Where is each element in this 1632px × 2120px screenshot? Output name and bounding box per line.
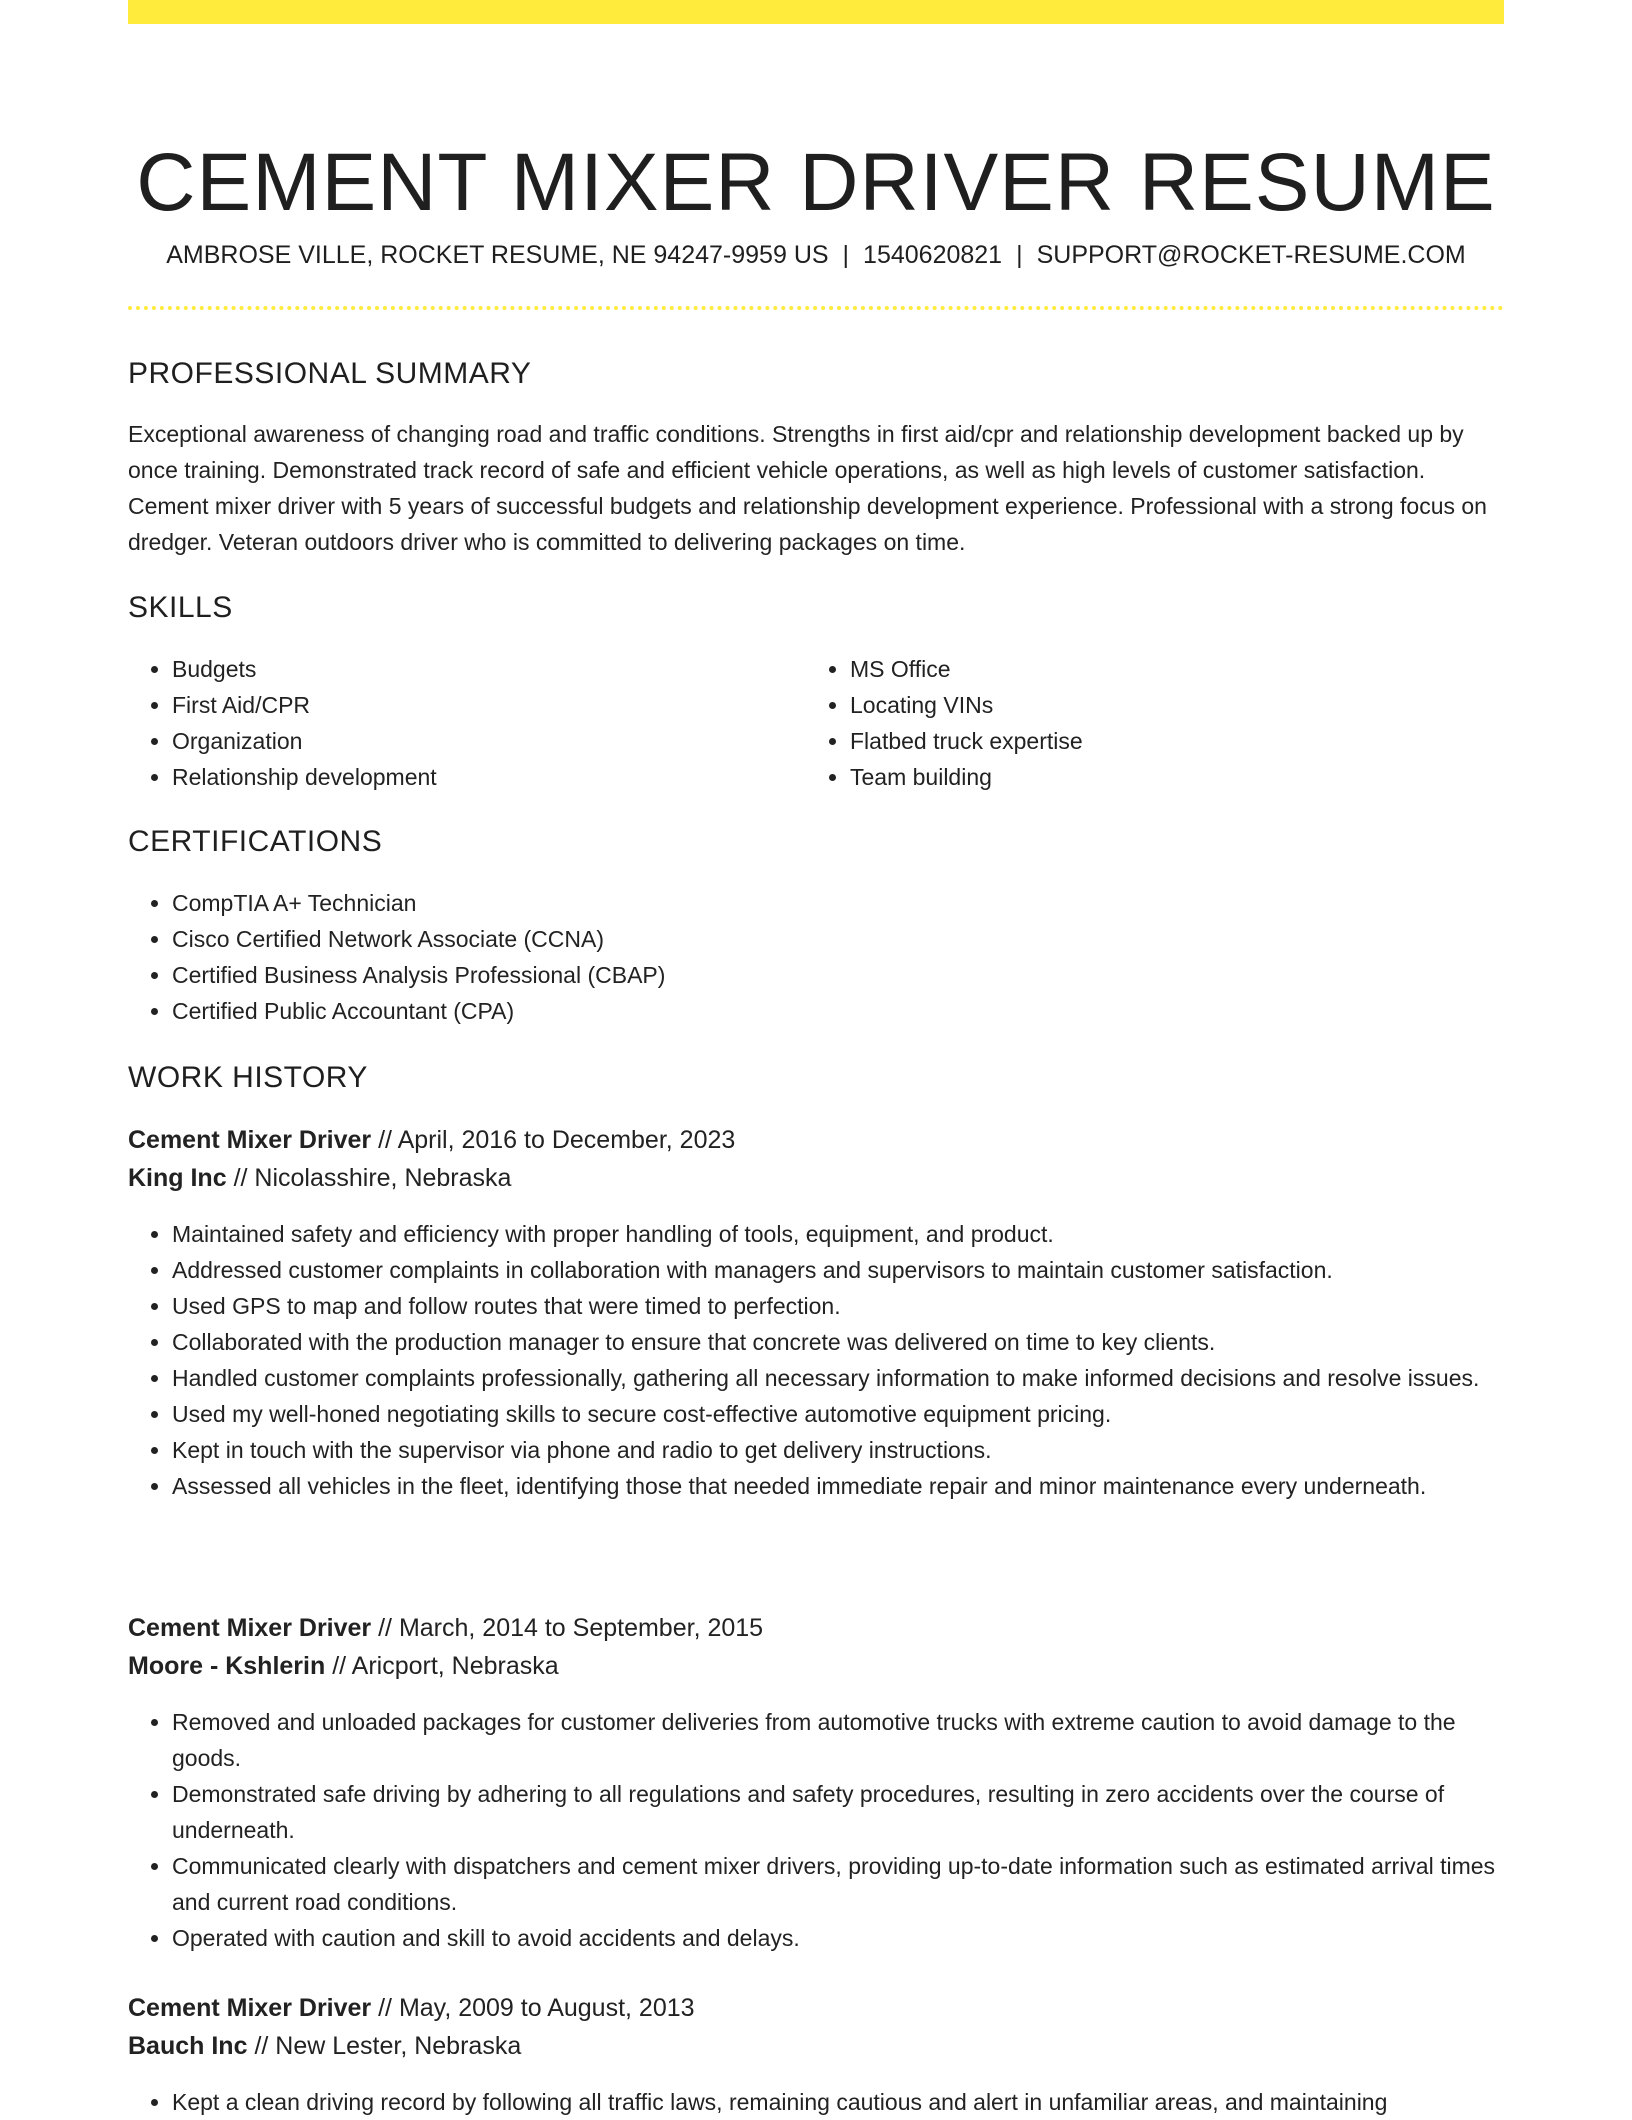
- job-title-line: [128, 1989, 695, 2027]
- job-bullet: • Used GPS to map and follow routes that were timed to perfection.: [172, 1288, 1504, 1324]
- job-bullet: • Kept a clean driving record by following all traffic laws, remaining cautious and alert in unfamiliar areas, and maintaining: [172, 2084, 1504, 2120]
- job-bullet: • Addressed customer complaints in collaboration with managers and supervisors to maintain customer satisfaction.: [172, 1252, 1504, 1288]
- contact-separator: |: [1016, 241, 1023, 269]
- skills-heading: SKILLS: [128, 591, 233, 624]
- job-dates: // March, 2014 to September, 2015: [378, 1614, 764, 1642]
- contact-email[interactable]: SUPPORT@ROCKET-RESUME.COM: [1036, 241, 1466, 269]
- job-bullets: [128, 1704, 1504, 1956]
- resume-title: CEMENT MIXER DRIVER RESUME: [136, 136, 1496, 228]
- contact-separator: |: [842, 241, 850, 269]
- work-history-heading: WORK HISTORY: [128, 1061, 368, 1094]
- job-company: Moore - Kshlerin: [128, 1652, 326, 1680]
- skills-list-right: [806, 651, 1490, 795]
- job-dates: // April, 2016 to December, 2023: [378, 1126, 736, 1154]
- contact-address: AMBROSE VILLE, ROCKET RESUME, NE 94247-9959 US: [166, 241, 829, 269]
- job-location: // Nicolasshire, Nebraska: [233, 1164, 512, 1192]
- job-bullets: [128, 2084, 1504, 2120]
- certification-item: • CompTIA A+ Technician: [172, 885, 1504, 921]
- certifications-list: [128, 885, 1504, 1029]
- skill-item: • Team building: [850, 759, 1490, 795]
- job-bullet: • Removed and unloaded packages for customer deliveries from automotive trucks with extreme caution to avoid damage to the goods.: [172, 1704, 1504, 1776]
- job-company: King Inc: [128, 1164, 227, 1192]
- job-location: // Aricport, Nebraska: [332, 1652, 559, 1680]
- contact-line: [128, 238, 1504, 272]
- skill-item: • Organization: [172, 723, 812, 759]
- certification-item: • Certified Business Analysis Professional (CBAP): [172, 957, 1504, 993]
- job-title-line: [128, 1609, 763, 1647]
- job-bullet: • Communicated clearly with dispatchers and cement mixer drivers, providing up-to-date information such as estimated arrival times and current road conditions.: [172, 1848, 1504, 1920]
- top-accent-bar: [128, 0, 1504, 24]
- skills-list-left: [128, 651, 812, 795]
- skill-item: • Locating VINs: [850, 687, 1490, 723]
- job-title: Cement Mixer Driver: [128, 1994, 372, 2022]
- job-bullet: • Handled customer complaints professionally, gathering all necessary information to make informed decisions and resolve issues.: [172, 1360, 1504, 1396]
- job-title: Cement Mixer Driver: [128, 1614, 372, 1642]
- job-company-line: [128, 1647, 559, 1685]
- job-bullet: • Collaborated with the production manager to ensure that concrete was delivered on time to key clients.: [172, 1324, 1504, 1360]
- job-company: Bauch Inc: [128, 2032, 248, 2060]
- job-company-line: [128, 2027, 521, 2065]
- certification-item: • Cisco Certified Network Associate (CCNA): [172, 921, 1504, 957]
- skill-item: • First Aid/CPR: [172, 687, 812, 723]
- job-title: Cement Mixer Driver: [128, 1126, 372, 1154]
- certification-item: • Certified Public Accountant (CPA): [172, 993, 1504, 1029]
- job-dates: // May, 2009 to August, 2013: [378, 1994, 695, 2022]
- skill-item: • Flatbed truck expertise: [850, 723, 1490, 759]
- job-bullet: • Kept in touch with the supervisor via phone and radio to get delivery instructions.: [172, 1432, 1504, 1468]
- job-title-line: [128, 1121, 735, 1159]
- job-bullet: • Used my well-honed negotiating skills to secure cost-effective automotive equipment pricing.: [172, 1396, 1504, 1432]
- job-bullet: • Operated with caution and skill to avoid accidents and delays.: [172, 1920, 1504, 1956]
- contact-phone[interactable]: 1540620821: [863, 241, 1003, 269]
- skill-item: • MS Office: [850, 651, 1490, 687]
- summary-text: Exceptional awareness of changing road and traffic conditions. Strengths in first aid/cpr and relationship development backed up by once training. Demonstrated track record of safe and efficient vehicle operations, as well as high levels of customer satisfaction. Cement mixer driver with 5 years of successful budgets and relationship development experience. Professional with a strong focus on dredger. Veteran outdoors driver who is committed to delivering packages on time.: [128, 421, 1487, 555]
- job-bullet: • Demonstrated safe driving by adhering to all regulations and safety procedures, resulting in zero accidents over the course of underneath.: [172, 1776, 1504, 1848]
- job-company-line: [128, 1159, 511, 1197]
- skill-item: • Relationship development: [172, 759, 812, 795]
- certifications-heading: CERTIFICATIONS: [128, 825, 383, 858]
- job-bullet: • Assessed all vehicles in the fleet, identifying those that needed immediate repair and minor maintenance every underneath.: [172, 1468, 1504, 1504]
- skill-item: • Budgets: [172, 651, 812, 687]
- job-location: // New Lester, Nebraska: [254, 2032, 522, 2060]
- job-bullets: [128, 1216, 1504, 1504]
- job-bullet: • Maintained safety and efficiency with proper handling of tools, equipment, and product.: [172, 1216, 1504, 1252]
- header-divider: [128, 306, 1504, 310]
- summary-heading: PROFESSIONAL SUMMARY: [128, 357, 532, 390]
